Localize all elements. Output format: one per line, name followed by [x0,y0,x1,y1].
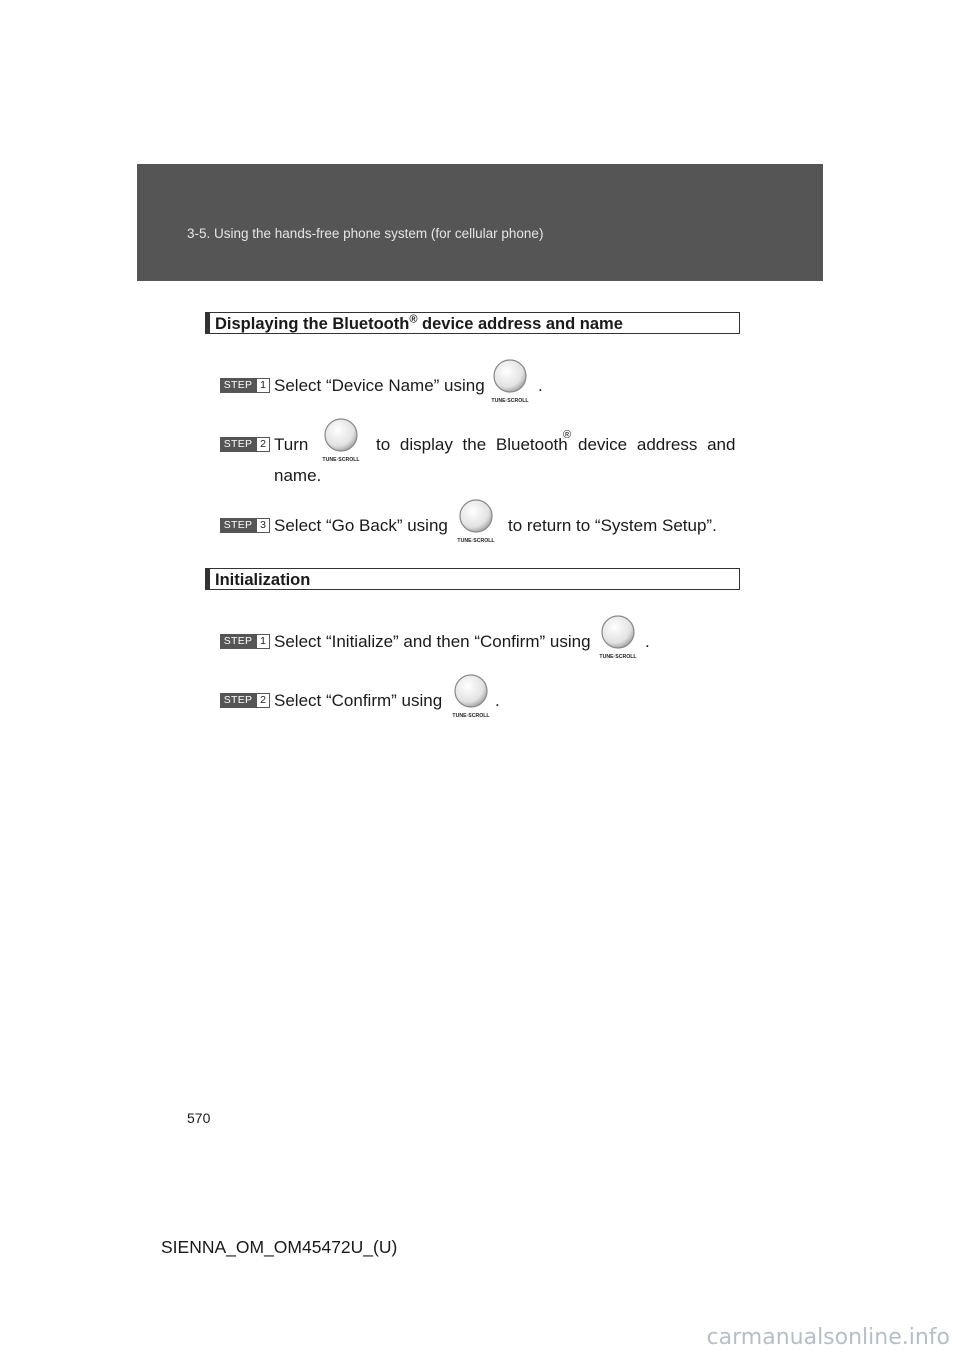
step-badge-number: 2 [256,437,270,452]
heading-text-post: device address and name [417,315,623,333]
section-reference: 3-5. Using the hands-free phone system (for cellular phone) [187,226,544,241]
step-badge [220,634,270,649]
document-id: SIENNA_OM_OM45472U_(U) [161,1237,398,1257]
step-badge-label: STEP [220,378,256,393]
tune-scroll-knob-icon [598,614,638,660]
step-text: Select “Go Back” using [274,516,448,535]
heading-text-pre: Displaying the Bluetooth [215,315,410,333]
step-text: Select “Confirm” using [274,691,443,710]
section-heading-initialization [205,568,740,590]
knob-label: TUNE·SCROLL [452,713,490,719]
step-badge-label: STEP [220,437,256,452]
knob-label: TUNE·SCROLL [491,398,529,404]
knob-label: TUNE·SCROLL [457,538,495,544]
step-text: Turn [274,435,309,454]
step-text-continued: name. [274,466,322,485]
section-heading-bluetooth [205,312,740,334]
tune-scroll-knob-icon [321,417,361,463]
step-badge-number: 3 [256,518,270,533]
header-band [137,164,823,281]
step-badge-label: STEP [220,518,256,533]
step-badge-number: 1 [256,378,270,393]
step-badge-number: 1 [256,634,270,649]
step-badge-label: STEP [220,693,256,708]
step-badge [220,693,270,708]
tune-scroll-knob-icon [451,673,491,719]
heading-registered-mark: ® [409,313,418,326]
step-badge-number: 2 [256,693,270,708]
page-number: 570 [187,1110,211,1126]
step-text-middle: to display the Bluetooth [376,435,568,454]
knob-label: TUNE·SCROLL [599,654,637,660]
step-text-end: device address and [578,435,736,454]
step-text: Select “Initialize” and then “Confirm” using [274,632,591,651]
step-badge [220,518,270,533]
tune-scroll-knob-icon [456,498,496,544]
step-text-end: . [645,632,650,651]
tune-scroll-knob-icon [490,358,530,404]
step-text-end: . [495,691,500,710]
watermark: carmanualsonline.info [706,1325,950,1350]
knob-label: TUNE·SCROLL [322,457,360,463]
step-text: Select “Device Name” using [274,376,485,395]
registered-mark: ® [563,429,572,441]
step-text-end: to return to “System Setup”. [508,516,717,535]
heading-text: Initialization [215,571,311,589]
step-text-end: . [538,376,543,395]
step-badge [220,437,270,452]
step-badge [220,378,270,393]
step-badge-label: STEP [220,634,256,649]
